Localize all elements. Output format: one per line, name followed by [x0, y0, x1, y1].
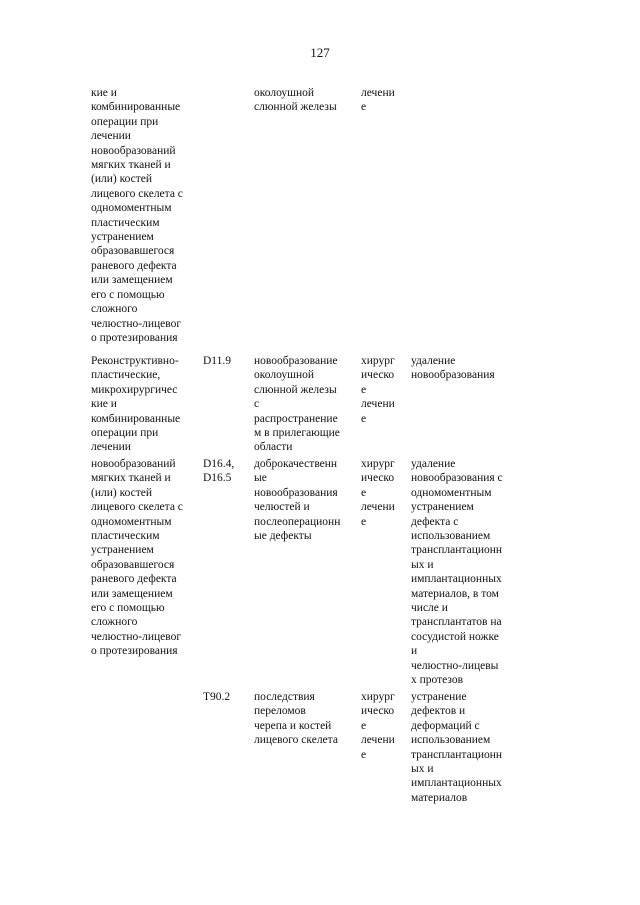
- code-cell: D16.4, D16.5: [203, 458, 235, 485]
- treatment-cell: удаление новообразования: [411, 355, 495, 382]
- code-cell: T90.2: [203, 691, 231, 703]
- diagnosis-cell: доброкачественн ые новообразования челюстей и послеоперационн ые дефекты: [254, 458, 341, 543]
- method-cell: Реконструктивно- пластические, микрохирургичес кие и комбинированные операции при лечении: [91, 355, 181, 454]
- treatment-type-cell: лечени е: [361, 87, 395, 114]
- method-cell: кие и комбинированные операции при лечении новообразований мягких тканей и (или) костей лицевого скелета с одномоментным пластическим устранением образовавшегося раневого дефекта или замещением его с помощью сложного челюстно-лицевог о протезирования: [91, 87, 183, 344]
- diagnosis-cell: околоушной слюнной железы: [254, 87, 337, 114]
- treatment-type-cell: хирург ическо е лечени е: [361, 458, 395, 528]
- treatment-cell: устранение дефектов и деформаций с использованием трансплантационн ых и имплантационных материалов: [411, 691, 503, 804]
- treatment-type-cell: хирург ическо е лечени е: [361, 691, 395, 761]
- treatment-type-cell: хирург ическо е лечени е: [361, 355, 395, 425]
- page-number: 127: [310, 45, 330, 60]
- diagnosis-cell: новообразование околоушной слюнной железы с распространение м в прилегающие области: [254, 355, 340, 454]
- diagnosis-cell: последствия переломов черепа и костей лицевого скелета: [254, 691, 338, 747]
- method-cell: новообразований мягких тканей и (или) костей лицевого скелета с одномоментным пластическим устранением образовавшегося раневого дефекта или замещением его с помощью сложного челюстно-лицевог о протезирования: [91, 458, 183, 658]
- treatment-cell: удаление новообразования с одномоментным устранением дефекта с использованием трансплантационн ых и имплантационных материалов, в том числе и трансплантатов на сосудистой ножке и челюстно-лицевы х протезов: [411, 458, 503, 687]
- code-cell: D11.9: [203, 355, 232, 367]
